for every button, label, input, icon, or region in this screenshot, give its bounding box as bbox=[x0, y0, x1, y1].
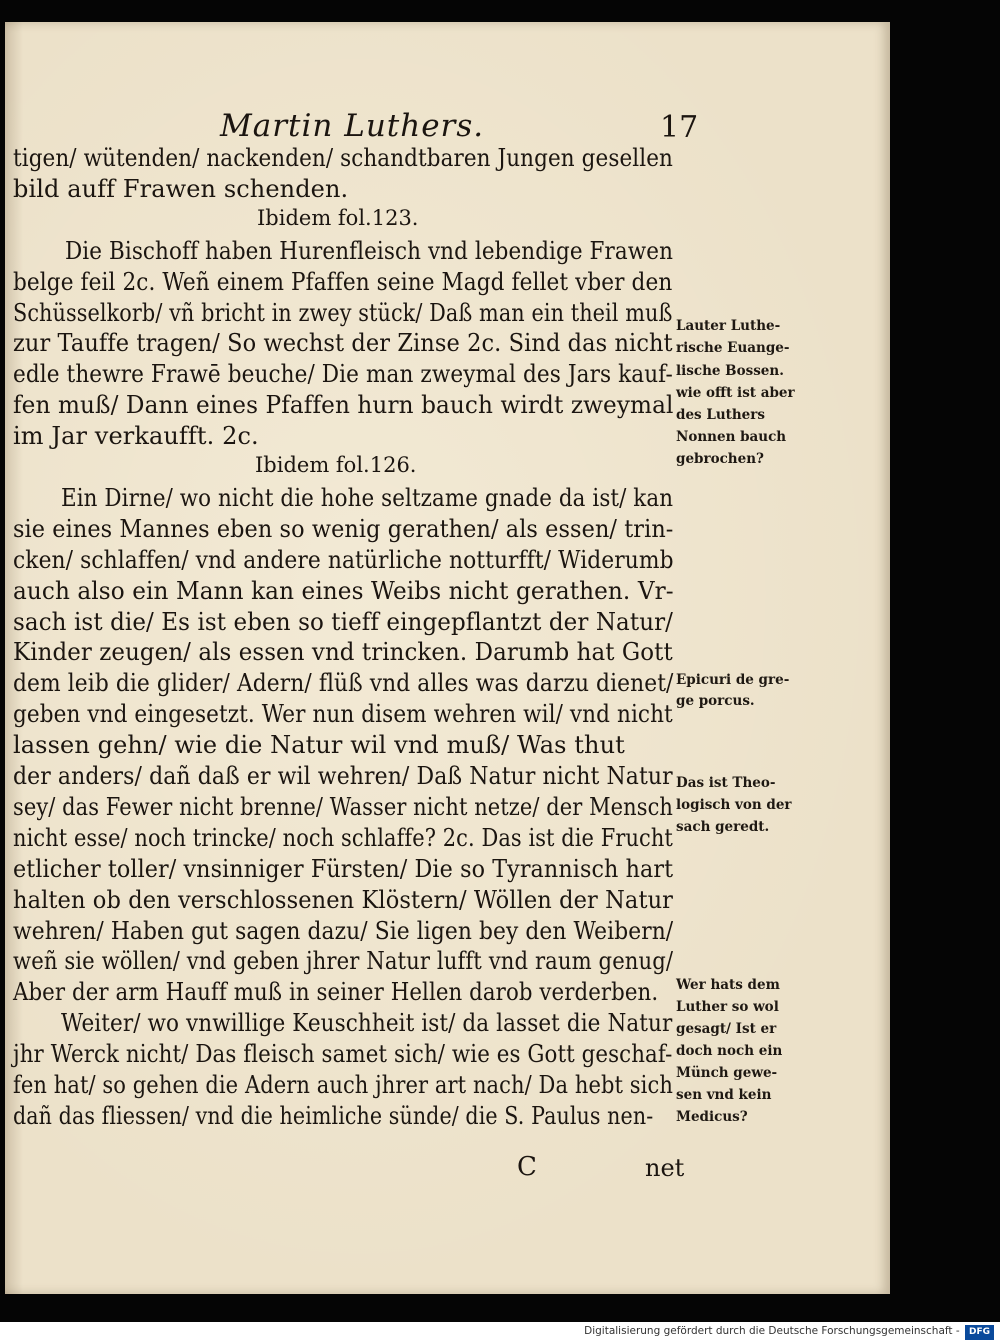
text-line: Weiter/ wo vnwillige Keuschheit ist/ da lasset die Natur bbox=[61, 1009, 673, 1038]
margin-note-line: Das ist Theo- bbox=[676, 775, 776, 791]
text-line: Schüsselkorb/ vñ bricht in zwey stück/ Daß man ein theil muß bbox=[13, 298, 673, 327]
footer-credit bbox=[584, 1322, 994, 1341]
text-line: der anders/ dañ daß er wil wehren/ Daß Natur nicht Natur bbox=[13, 762, 673, 790]
margin-note-line: Nonnen bauch bbox=[676, 429, 787, 445]
text-line: im Jar verkaufft. 2c. bbox=[13, 422, 259, 451]
text-line: zur Tauffe tragen/ So wechst der Zinse 2c. Sind das nicht bbox=[13, 329, 673, 358]
margin-note-line: Medicus? bbox=[676, 1109, 748, 1125]
margin-note-line: Epicuri de gre- bbox=[676, 672, 790, 688]
text-line: wehren/ Haben gut sagen dazu/ Sie ligen bey den Weibern/ bbox=[13, 916, 674, 945]
margin-note-line: Luther so wol bbox=[676, 999, 779, 1015]
page-number: 17 bbox=[660, 110, 699, 145]
catchword: net bbox=[645, 1154, 685, 1182]
margin-note-line: Lauter Luthe- bbox=[676, 318, 781, 334]
dfg-logo: DFG bbox=[965, 1325, 994, 1340]
margin-note-line: Münch gewe- bbox=[676, 1065, 778, 1081]
margin-note-line: sen vnd kein bbox=[676, 1087, 772, 1103]
text-line: dañ das fliessen/ vnd die heimliche sünde/ die S. Paulus nen- bbox=[13, 1101, 654, 1130]
margin-note-line: gebrochen? bbox=[676, 451, 764, 467]
text-line: sey/ das Fewer nicht brenne/ Wasser nicht netze/ der Mensch bbox=[13, 792, 673, 821]
text-line: lassen gehn/ wie die Natur wil vnd muß/ Was thut bbox=[13, 731, 625, 760]
text-line: edle thewre Frawē beuche/ Die man zweymal des Jars kauf- bbox=[13, 360, 673, 389]
text-line: etlicher toller/ vnsinniger Fürsten/ Die so Tyrannisch hart bbox=[13, 854, 674, 883]
margin-note-line: rische Euange- bbox=[676, 340, 790, 356]
text-line: jhr Werck nicht/ Das fleisch samet sich/ wie es Gott geschaf- bbox=[13, 1040, 673, 1069]
text-line: fen hat/ so gehen die Adern auch jhrer art nach/ Da hebt sich bbox=[13, 1071, 673, 1099]
footer-credit-text: Digitalisierung gefördert durch die Deutsche Forschungsgemeinschaft - bbox=[584, 1325, 960, 1337]
margin-note-line: wie offt ist aber bbox=[676, 385, 795, 401]
text-line: Aber der arm Hauff muß in seiner Hellen darob verderben. bbox=[13, 978, 659, 1007]
margin-note-line: ge porcus. bbox=[676, 693, 755, 709]
text-line: auch also ein Mann kan eines Weibs nicht gerathen. Vr- bbox=[13, 576, 674, 605]
text-line: dem leib die glider/ Adern/ flüß vnd alles was darzu dienet/ bbox=[13, 669, 674, 698]
margin-note-line: des Luthers bbox=[676, 407, 765, 423]
margin-note-line: doch noch ein bbox=[676, 1043, 783, 1059]
text-line: Ein Dirne/ wo nicht die hohe seltzame gnade da ist/ kan bbox=[61, 483, 674, 512]
text-line: cken/ schlaffen/ vnd andere natürliche notturfft/ Widerumb bbox=[13, 545, 674, 574]
text-line: nicht esse/ noch trincke/ noch schlaffe? 2c. Das ist die Frucht bbox=[13, 823, 673, 852]
text-line: sach ist die/ Es ist eben so tieff eingepflantzt der Natur/ bbox=[13, 607, 674, 636]
text-line: sie eines Mannes eben so wenig gerathen/ als essen/ trin- bbox=[13, 514, 674, 543]
margin-note-line: lische Bossen. bbox=[676, 363, 784, 379]
text-line: Ibidem fol.126. bbox=[255, 453, 417, 477]
text-line: Die Bischoff haben Hurenfleisch vnd lebendige Frawen bbox=[65, 236, 673, 265]
text-line: weñ sie wöllen/ vnd geben jhrer Natur lufft vnd raum genug/ bbox=[13, 947, 674, 976]
margin-note-line: logisch von der bbox=[676, 797, 792, 813]
signature-mark: C bbox=[517, 1152, 537, 1182]
text-line: halten ob den verschlossenen Klöstern/ Wöllen der Natur bbox=[13, 885, 674, 914]
text-line: Ibidem fol.123. bbox=[257, 205, 419, 230]
margin-note-line: gesagt/ Ist er bbox=[676, 1021, 777, 1037]
text-line: bild auff Frawen schenden. bbox=[13, 174, 349, 203]
book-page bbox=[5, 22, 890, 1294]
margin-note-line: Wer hats dem bbox=[676, 977, 780, 993]
text-line: tigen/ wütenden/ nackenden/ schandtbaren Jungen gesellen bbox=[13, 144, 673, 172]
text-line: belge feil 2c. Weñ einem Pfaffen seine Magd fellet vber den bbox=[13, 267, 673, 296]
running-head: Martin Luthers. bbox=[220, 108, 485, 144]
margin-note-line: sach geredt. bbox=[676, 819, 770, 835]
text-line: fen muß/ Dann eines Pfaffen hurn bauch wirdt zweymal bbox=[13, 391, 674, 420]
text-line: Kinder zeugen/ als essen vnd trincken. Darumb hat Gott bbox=[13, 638, 673, 667]
text-line: geben vnd eingesetzt. Wer nun disem wehren wil/ vnd nicht bbox=[13, 700, 673, 729]
